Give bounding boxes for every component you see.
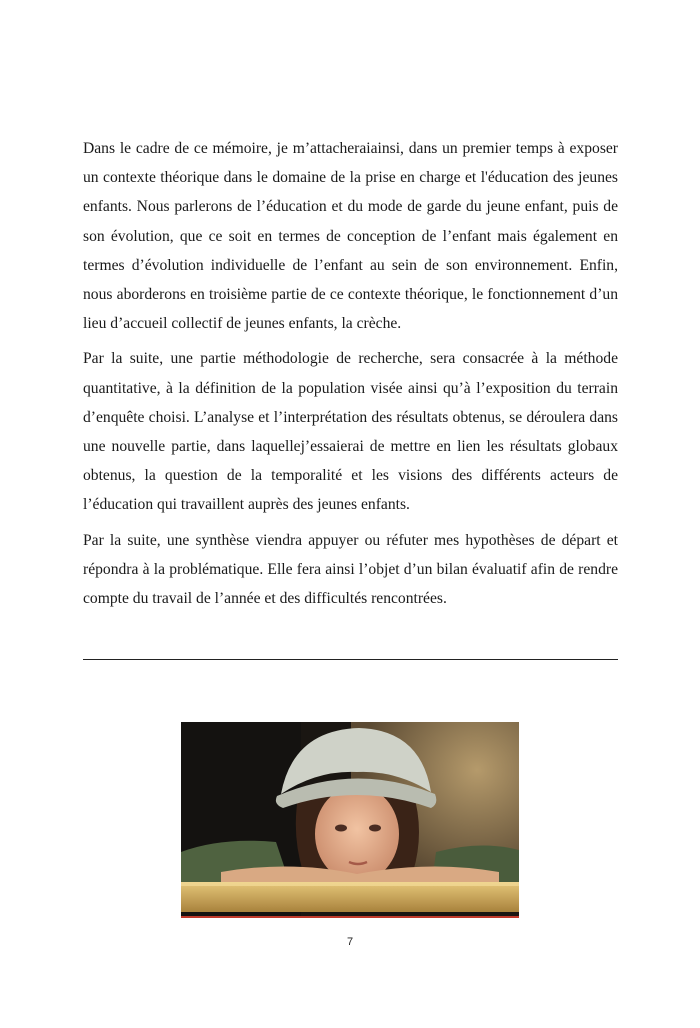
- body-text: [83, 134, 618, 613]
- page-number: 7: [346, 936, 354, 948]
- paragraph-methodology: Par la suite, une partie méthodologie de recherche, sera consacrée à la méthode quantitative, à la définition de la population visée ainsi qu’à l’exposition du terrain d’enquête choisi. L’analyse et l’interprétation des résultats obtenus, se déroulera dans une nouvelle partie, dans laquellej’essaierai de mettre en lien les résultats globaux obtenus, la question de la temporalité et les visions des différents acteurs de l’éducation qui travaillent auprès des jeunes enfants.: [83, 350, 618, 514]
- child-photo: [181, 722, 519, 916]
- photo-underline: [181, 916, 519, 918]
- paragraph-synthesis: Par la suite, une synthèse viendra appuyer ou réfuter mes hypothèses de départ et répondra à la problématique. Elle fera ainsi l’objet d’un bilan évaluatif afin de rendre compte du travail de l’année et des difficultés rencontrées.: [83, 531, 618, 608]
- paragraph-introduction: Dans le cadre de ce mémoire, je m’attacheraiainsi, dans un premier temps à exposer un contexte théorique dans le domaine de la prise en charge et l'éducation des jeunes enfants. Nous parlerons de l’éducation et du mode de garde du jeune enfant, puis de son évolution, que ce soit en termes de conception de l’enfant mais également en termes d’évolution individuelle de l’enfant au sein de son environnement. Enfin, nous aborderons en troisième partie de ce contexte théorique, le fonctionnement d’un lieu d’accueil collectif de jeunes enfants, la crèche.: [83, 140, 618, 333]
- horizontal-divider: [83, 659, 618, 660]
